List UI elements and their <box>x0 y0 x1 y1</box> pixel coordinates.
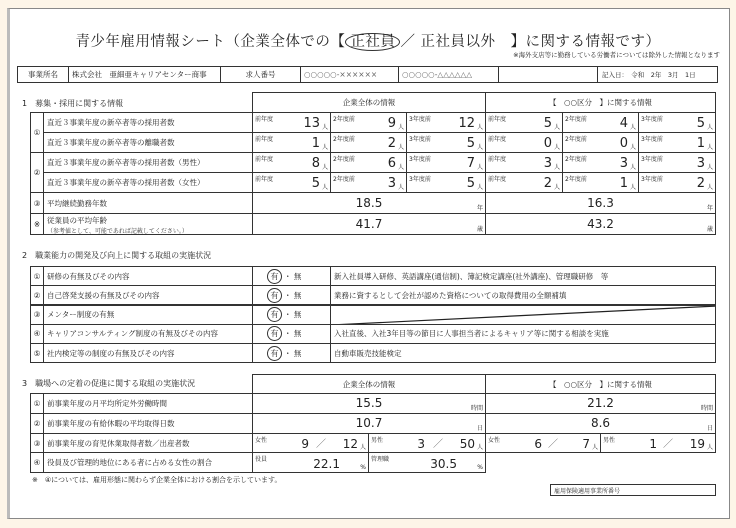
yes-circled: 有 <box>267 269 282 284</box>
company-count-cell <box>406 152 486 173</box>
female-label: 女性 <box>255 437 268 444</box>
s1-division-header: 【 ○○区分 】に関する情報 <box>485 92 716 113</box>
division-count-cell <box>638 172 716 193</box>
no-option: ・ 無 <box>284 329 302 339</box>
s3-company-header: 企業全体の情報 <box>252 374 486 394</box>
unit: 人 <box>321 144 328 151</box>
overtime-division <box>485 393 716 414</box>
male-label: 男性 <box>603 437 616 444</box>
s2-num: ② <box>30 285 44 305</box>
title-part2: ／ 正社員以外 】に関する情報です） <box>400 34 661 50</box>
yes-circled: 有 <box>267 307 282 322</box>
year-label: 2年度前 <box>333 136 355 143</box>
year-label: 2年度前 <box>565 136 587 143</box>
division-count-cell <box>562 152 639 173</box>
s1-num-1: ① <box>30 112 44 153</box>
year-label: 前年度 <box>488 176 507 183</box>
births-value: 50 <box>459 437 475 451</box>
no-option: ・ 無 <box>284 271 302 281</box>
year-label: 3年度前 <box>409 176 431 183</box>
unit: 歳 <box>706 226 713 233</box>
births-value: 12 <box>342 437 358 451</box>
year-label: 前年度 <box>255 136 274 143</box>
year-label: 前年度 <box>488 136 507 143</box>
division-count-cell <box>485 172 563 193</box>
unit: 人 <box>629 144 636 151</box>
childcare-company-female <box>252 433 369 453</box>
age-sublabel: （参考値として、可能であれば記載してください。） <box>47 228 188 235</box>
company-count-value: 12 <box>458 116 475 131</box>
s2-row-label: 研修の有無及びその内容 <box>43 266 253 286</box>
age-company <box>252 213 486 235</box>
no-option: ・ 無 <box>284 310 302 320</box>
unit: 年 <box>476 205 483 212</box>
yes-no-choice[interactable] <box>252 285 331 305</box>
age-company-value: 41.7 <box>355 217 383 231</box>
s2-num: ③ <box>30 305 44 325</box>
division-count-value: 3 <box>696 156 705 171</box>
age-label-cell <box>43 213 253 235</box>
unit: 時間 <box>700 405 713 412</box>
overseas-note: ※海外支店等に勤務している労働者については除外した情報となります <box>513 51 720 59</box>
division-count-cell <box>638 152 716 173</box>
year-label: 2年度前 <box>333 176 355 183</box>
women-ratio-label: 役員及び管理的地位にある者に占める女性の割合 <box>43 452 253 473</box>
unit: 人 <box>629 184 636 191</box>
unit: 人 <box>706 164 713 171</box>
no-option: ・ 無 <box>284 348 302 358</box>
company-count-cell <box>252 112 331 133</box>
footnote: ※ ④については、雇用形態に関わらず企業全体における割合を示しています。 <box>32 476 282 484</box>
company-count-value: 6 <box>387 156 396 171</box>
recruit-row-label: 直近３事業年度の新卒者等の採用者数（女性） <box>43 172 253 193</box>
takers-value: 9 <box>301 437 309 451</box>
company-count-value: 8 <box>311 156 320 171</box>
tenure-company-value: 18.5 <box>355 196 383 210</box>
year-label: 2年度前 <box>565 116 587 123</box>
unit: 人 <box>397 144 404 151</box>
year-label: 3年度前 <box>409 116 431 123</box>
s2-row-label: 社内検定等の制度の有無及びその内容 <box>43 343 253 363</box>
year-label: 3年度前 <box>409 156 431 163</box>
entry-date: 記入日： 令和 2年 3月 1日 <box>597 66 718 83</box>
leave-division-value: 8.6 <box>590 416 611 430</box>
division-count-cell <box>562 112 639 133</box>
unit: 人 <box>553 144 560 151</box>
unit: 人 <box>476 144 483 151</box>
division-count-value: 2 <box>543 176 552 191</box>
division-count-value: 1 <box>696 136 705 151</box>
division-count-value: 5 <box>696 116 705 131</box>
company-count-cell <box>406 132 486 153</box>
company-count-value: 5 <box>311 176 320 191</box>
selected-regular-employee: 正社員 <box>345 33 400 51</box>
division-count-value: 0 <box>619 136 628 151</box>
year-label: 3年度前 <box>641 116 663 123</box>
unit: 日 <box>706 425 713 432</box>
job-number-3 <box>498 66 598 83</box>
unit: 人 <box>359 444 366 451</box>
childcare-division-male <box>600 433 716 453</box>
unit: % <box>360 464 366 471</box>
separator: ／ <box>663 439 673 450</box>
age-division <box>485 213 716 235</box>
unit: 人 <box>476 124 483 131</box>
section1-heading: 1 募集・採用に関する情報 <box>22 99 124 108</box>
s3-division-header: 【 ○○区分 】に関する情報 <box>485 374 716 394</box>
division-count-value: 0 <box>543 136 552 151</box>
division-count-cell <box>638 132 716 153</box>
separator: ／ <box>433 439 443 450</box>
s2-num: ⑤ <box>30 343 44 363</box>
unit: 人 <box>397 184 404 191</box>
division-count-cell <box>562 132 639 153</box>
division-count-cell <box>562 172 639 193</box>
s1-num-note: ※ <box>30 213 44 235</box>
division-count-value: 1 <box>619 176 628 191</box>
childcare-division-female <box>485 433 601 453</box>
unit: 人 <box>476 184 483 191</box>
takers-value: 3 <box>417 437 425 451</box>
s2-content: 入社直後、入社3年目等の節目に人事担当者によるキャリア等に関する相談を実施 <box>330 324 716 344</box>
yes-no-choice[interactable] <box>252 324 331 344</box>
section2-heading: 2 職業能力の開発及び向上に関する取組の実施状況 <box>22 251 212 260</box>
leave-label: 前事業年度の有給休暇の平均取得日数 <box>43 413 253 434</box>
company-count-value: 1 <box>311 136 320 151</box>
company-count-value: 13 <box>303 116 320 131</box>
tenure-division <box>485 192 716 214</box>
company-count-value: 5 <box>466 176 475 191</box>
s1-company-header: 企業全体の情報 <box>252 92 486 113</box>
takers-value: 6 <box>534 437 542 451</box>
exec-label: 役員 <box>255 456 268 463</box>
job-number-label: 求人番号 <box>220 66 301 83</box>
unit: 人 <box>706 144 713 151</box>
s2-row-label: 自己啓発支援の有無及びその内容 <box>43 285 253 305</box>
s2-row-label: メンター制度の有無 <box>43 305 253 325</box>
year-label: 2年度前 <box>565 156 587 163</box>
s1-num-3: ③ <box>30 192 44 214</box>
unit: 人 <box>629 124 636 131</box>
unit: 時間 <box>470 405 483 412</box>
s2-content: 新入社員導入研修、英語講座(通信制)、簿記検定講座(社外講座)、管理職研修 等 <box>330 266 716 286</box>
separator: ／ <box>316 439 326 450</box>
unit: 人 <box>706 124 713 131</box>
unit: 歳 <box>476 226 483 233</box>
s3-num-4: ④ <box>30 452 44 473</box>
s3-num-2: ② <box>30 413 44 434</box>
division-count-cell <box>485 152 563 173</box>
company-count-cell <box>252 172 331 193</box>
tenure-label: 平均継続勤務年数 <box>43 192 253 214</box>
unit: 人 <box>591 444 598 451</box>
age-division-value: 43.2 <box>587 217 614 231</box>
year-label: 前年度 <box>255 176 274 183</box>
recruit-row-label: 直近３事業年度の新卒者等の離職者数 <box>43 132 253 153</box>
s2-content <box>330 305 716 325</box>
manager-value: 30.5 <box>430 457 457 471</box>
tenure-division-value: 16.3 <box>587 196 614 210</box>
women-exec <box>252 452 369 473</box>
company-count-value: 5 <box>466 136 475 151</box>
unit: 人 <box>321 184 328 191</box>
s1-num-2: ② <box>30 152 44 193</box>
manager-label: 管理職 <box>371 456 390 463</box>
year-label: 3年度前 <box>641 136 663 143</box>
overtime-label: 前事業年度の月平均所定外労働時間 <box>43 393 253 414</box>
year-label: 前年度 <box>488 156 507 163</box>
division-count-value: 5 <box>543 116 552 131</box>
takers-value: 1 <box>649 437 657 451</box>
year-label: 前年度 <box>255 116 274 123</box>
unit: 人 <box>397 124 404 131</box>
company-count-value: 9 <box>387 116 396 131</box>
company-count-cell <box>406 112 486 133</box>
division-count-value: 2 <box>696 176 705 191</box>
tenure-company <box>252 192 486 214</box>
s3-num-3: ③ <box>30 433 44 453</box>
unit: 年 <box>706 205 713 212</box>
separator: ／ <box>548 439 558 450</box>
unit: 人 <box>706 444 713 451</box>
s2-content: 業務に資するとして会社が認めた資格についての取得費用の全額補填 <box>330 285 716 305</box>
company-count-value: 2 <box>387 136 396 151</box>
unit: 人 <box>476 444 483 451</box>
female-label: 女性 <box>488 437 501 444</box>
year-label: 3年度前 <box>409 136 431 143</box>
yes-no-choice[interactable] <box>252 305 331 325</box>
s3-num-1: ① <box>30 393 44 414</box>
company-count-value: 3 <box>387 176 396 191</box>
unit: 人 <box>706 184 713 191</box>
unit: 人 <box>629 164 636 171</box>
company-count-cell <box>330 172 407 193</box>
unit: 人 <box>321 124 328 131</box>
overtime-division-value: 21.2 <box>587 396 614 410</box>
office-name: 株式会社 亜細亜キャリアセンター商事 <box>68 66 221 83</box>
page-title <box>0 30 736 51</box>
insurance-number-field[interactable]: 雇用保険適用事業所番号 <box>550 484 716 496</box>
childcare-company-male <box>368 433 486 453</box>
s2-num: ④ <box>30 324 44 344</box>
office-label: 事業所名 <box>17 66 69 83</box>
unit: 人 <box>321 164 328 171</box>
title-part1: 青少年雇用情報シート（企業全体での【 <box>75 34 346 50</box>
company-count-cell <box>406 172 486 193</box>
year-label: 前年度 <box>255 156 274 163</box>
unit: 人 <box>397 164 404 171</box>
unit: 人 <box>553 164 560 171</box>
company-count-cell <box>252 132 331 153</box>
unit: 人 <box>553 184 560 191</box>
leave-division <box>485 413 716 434</box>
unit: 人 <box>553 124 560 131</box>
job-number-2: ○○○○○-△△△△△△ <box>398 66 499 83</box>
year-label: 2年度前 <box>333 116 355 123</box>
yes-circled: 有 <box>267 346 282 361</box>
division-count-cell <box>638 112 716 133</box>
age-label: 従業員の平均年齢 <box>47 216 107 225</box>
division-count-cell <box>485 132 563 153</box>
yes-circled: 有 <box>267 288 282 303</box>
s2-row-label: キャリアコンサルティング制度の有無及びその内容 <box>43 324 253 344</box>
division-count-cell <box>485 112 563 133</box>
division-count-value: 3 <box>619 156 628 171</box>
section3-heading: 3 職場への定着の促進に関する取組の実施状況 <box>22 379 196 388</box>
division-count-value: 4 <box>619 116 628 131</box>
s2-content: 自動車販売技能検定 <box>330 343 716 363</box>
overtime-company <box>252 393 486 414</box>
recruit-row-label: 直近３事業年度の新卒者等の採用者数（男性） <box>43 152 253 173</box>
s2-num: ① <box>30 266 44 286</box>
yes-no-choice[interactable] <box>252 343 331 363</box>
year-label: 2年度前 <box>333 156 355 163</box>
exec-value: 22.1 <box>313 457 340 471</box>
diagonal-line <box>331 306 716 325</box>
year-label: 前年度 <box>488 116 507 123</box>
company-count-cell <box>330 112 407 133</box>
year-label: 2年度前 <box>565 176 587 183</box>
year-label: 3年度前 <box>641 156 663 163</box>
year-label: 3年度前 <box>641 176 663 183</box>
male-label: 男性 <box>371 437 384 444</box>
unit: 日 <box>476 425 483 432</box>
no-option: ・ 無 <box>284 290 302 300</box>
leave-company <box>252 413 486 434</box>
yes-circled: 有 <box>267 326 282 341</box>
job-number-1: ○○○○○-×××××× <box>300 66 399 83</box>
recruit-row-label: 直近３事業年度の新卒者等の採用者数 <box>43 112 253 133</box>
births-value: 19 <box>689 437 705 451</box>
yes-no-choice[interactable] <box>252 266 331 286</box>
company-count-cell <box>252 152 331 173</box>
division-count-value: 3 <box>543 156 552 171</box>
leave-company-value: 10.7 <box>355 416 383 430</box>
childcare-label: 前事業年度の育児休業取得者数／出産者数 <box>43 433 253 453</box>
women-manager <box>368 452 486 473</box>
unit: 人 <box>476 164 483 171</box>
company-count-cell <box>330 132 407 153</box>
overtime-company-value: 15.5 <box>355 396 383 410</box>
company-count-cell <box>330 152 407 173</box>
unit: % <box>477 464 483 471</box>
births-value: 7 <box>582 437 590 451</box>
company-count-value: 7 <box>466 156 475 171</box>
